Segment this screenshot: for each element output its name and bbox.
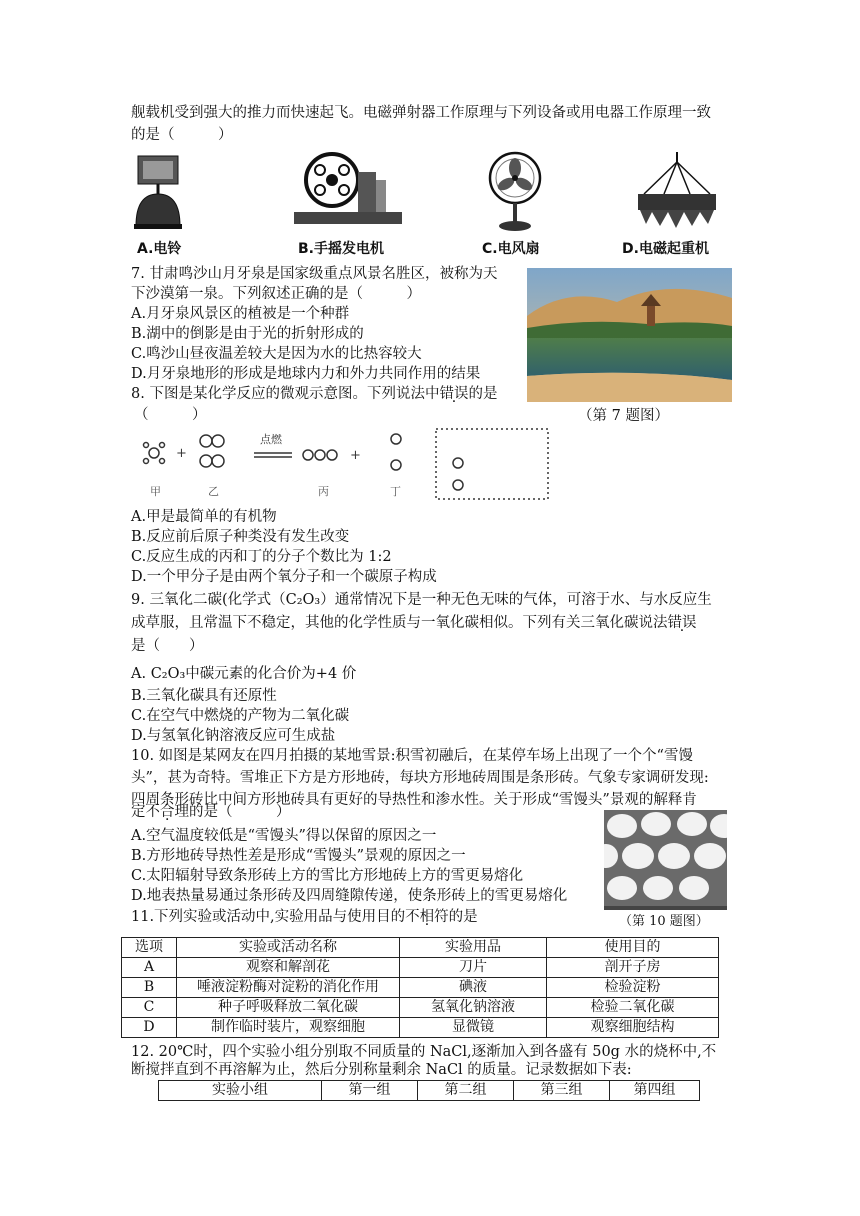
intro-line-2: 的是（ ） xyxy=(131,127,233,143)
q8-option-d: D.一个甲分子是由两个氧分子和一个碳原子构成 xyxy=(131,569,437,585)
table-cell: 显微镜 xyxy=(400,1018,547,1038)
q9-option-b: B.三氧化碳具有还原性 xyxy=(131,688,277,704)
reaction-diagram xyxy=(136,425,556,503)
table-header-cell: 使用目的 xyxy=(547,938,719,958)
q7-option-a: A.月牙泉风景区的植被是一个种群 xyxy=(131,306,350,322)
q10-line-4: 定不合理的是（ ） xyxy=(131,804,291,820)
q7-option-c: C.鸣沙山昼夜温差较大是因为水的比热容较大 xyxy=(131,346,422,362)
q8-option-b: B.反应前后原子种类没有发生改变 xyxy=(131,529,350,545)
electric-fan-figure xyxy=(484,150,546,234)
q10-figure-caption: （第 10 题图） xyxy=(619,914,709,929)
table-cell: 观察细胞结构 xyxy=(547,1018,719,1038)
crescent-spring-photo xyxy=(527,268,732,402)
table-cell: 剖开子房 xyxy=(547,958,719,978)
table-cell: 检验淀粉 xyxy=(547,978,719,998)
table-header-cell: 实验用品 xyxy=(400,938,547,958)
svg-text:+: + xyxy=(176,446,187,461)
q10-option-b: B.方形地砖导热性差是形成“雪馒头”景观的原因之一 xyxy=(131,848,466,864)
q9-option-c: C.在空气中燃烧的产物为二氧化碳 xyxy=(131,708,350,724)
table-header-cell: 第一组 xyxy=(322,1081,418,1101)
q10-line-3: 四周条形砖比中间方形地砖具有更好的导热性和渗水性。关于形成“雪馒头”景观的解释肯 xyxy=(131,792,697,808)
q7-stem-1: 7. 甘肃鸣沙山月牙泉是国家级重点风景名胜区，被称为天 xyxy=(131,266,498,282)
option-label-c: C.电风扇 xyxy=(482,241,540,257)
reaction-condition-label: 点燃 xyxy=(260,433,282,446)
table-cell: 检验二氧化碳 xyxy=(547,998,719,1018)
q7-stem-2: 下沙漠第一泉。下列叙述正确的是（ ） xyxy=(131,286,421,302)
table-cell: 唾液淀粉酶对淀粉的消化作用 xyxy=(177,978,400,998)
table-cell: 氢氧化钠溶液 xyxy=(400,998,547,1018)
diagram-label-jia: 甲 xyxy=(150,485,161,498)
q10-line-2: 头”，甚为奇特。雪堆正下方是方形地砖，每块方形地砖周围是条形砖。气象专家调研发现: xyxy=(131,770,709,786)
q12-line-2: 断搅拌直到不再溶解为止，然后分别称量剩余 NaCl 的质量。记录数据如下表: xyxy=(131,1062,632,1078)
q12-line-1: 12. 20℃时，四个实验小组分别取不同质量的 NaCl,逐渐加入到各盛有 50g 水的烧杯中,不 xyxy=(131,1044,717,1060)
option-label-a: A.电铃 xyxy=(137,241,182,257)
table-cell: B xyxy=(122,978,177,998)
table-row xyxy=(122,958,719,978)
q7-figure-caption: （第 7 题图） xyxy=(578,408,669,424)
q8-option-a: A.甲是最简单的有机物 xyxy=(131,509,277,525)
table-row xyxy=(122,1018,719,1038)
table-cell: D xyxy=(122,1018,177,1038)
q10-option-c: C.太阳辐射导致条形砖上方的雪比方形地砖上方的雪更易熔化 xyxy=(131,868,524,884)
table-header-cell: 实验或活动名称 xyxy=(177,938,400,958)
q9-option-a: A. C₂O₃中碳元素的化合价为+4 价 xyxy=(131,666,357,682)
q8-answer-paren: （ ） xyxy=(134,407,207,423)
snow-mound-photo xyxy=(604,810,727,910)
diagram-label-yi: 乙 xyxy=(208,485,219,498)
q9-line-3: 是（ ） xyxy=(131,638,204,654)
table-header-cell: 第四组 xyxy=(610,1081,700,1101)
diagram-label-bing: 丙 xyxy=(318,485,329,498)
hand-generator-figure xyxy=(292,150,404,230)
q9-line-2: 成草服，且常温下不稳定，其他的化学性质与一氧化碳相似。下列有关三氧化碳说法错误 xyxy=(131,615,697,631)
q10-line-1: 10. 如图是某网友在四月拍摄的某地雪景:积雪初融后，在某停车场上出现了一个个“雪馒 xyxy=(131,748,693,764)
q9-line-1: 9. 三氧化二碳(化学式（C₂O₃）通常情况下是一种无色无味的气体，可溶于水、与水反应生 xyxy=(131,592,712,608)
table-row xyxy=(122,998,719,1018)
table-cell: 刀片 xyxy=(400,958,547,978)
table-header-cell: 实验小组 xyxy=(159,1081,322,1101)
table-cell: A xyxy=(122,958,177,978)
q10-option-a: A.空气温度较低是“雪馒头”得以保留的原因之一 xyxy=(131,828,437,844)
electric-bell-figure xyxy=(130,150,190,238)
q8-stem: 8. 下图是某化学反应的微观示意图。下列说法中错误的是 xyxy=(131,386,498,402)
table-header-cell: 第二组 xyxy=(418,1081,514,1101)
table-header-cell: 选项 xyxy=(122,938,177,958)
option-label-b: B.手摇发电机 xyxy=(298,241,384,257)
table-cell: 种子呼吸释放二氧化碳 xyxy=(177,998,400,1018)
table-cell: C xyxy=(122,998,177,1018)
table-row xyxy=(122,978,719,998)
intro-line-1: 舰载机受到强大的推力而快速起飞。电磁弹射器工作原理与下列设备或用电器工作原理一致 xyxy=(131,105,711,121)
table-header-row xyxy=(159,1081,700,1101)
q7-option-d: D.月牙泉地形的形成是地球内力和外力共同作用的结果 xyxy=(131,366,481,382)
electromagnetic-crane-figure xyxy=(632,150,722,234)
q10-option-d: D.地表热量易通过条形砖及四周缝隙传递，使条形砖上的雪更易熔化 xyxy=(131,888,568,904)
q8-option-c: C.反应生成的丙和丁的分子个数比为 1:2 xyxy=(131,549,392,565)
q9-option-d: D.与氢氧化钠溶液反应可生成盐 xyxy=(131,728,336,744)
q11-table xyxy=(121,937,719,1038)
q7-option-b: B.湖中的倒影是由于光的折射形成的 xyxy=(131,326,364,342)
table-header-row xyxy=(122,938,719,958)
q12-table xyxy=(158,1080,700,1101)
diagram-label-ding: 丁 xyxy=(390,485,401,498)
q11-stem: 11.下列实验或活动中,实验用品与使用目的不相符的是 xyxy=(131,909,478,925)
table-cell: 观察和解剖花 xyxy=(177,958,400,978)
table-cell: 制作临时装片，观察细胞 xyxy=(177,1018,400,1038)
svg-text:+: + xyxy=(350,448,361,463)
table-cell: 碘液 xyxy=(400,978,547,998)
option-label-d: D.电磁起重机 xyxy=(622,241,709,257)
table-header-cell: 第三组 xyxy=(514,1081,610,1101)
